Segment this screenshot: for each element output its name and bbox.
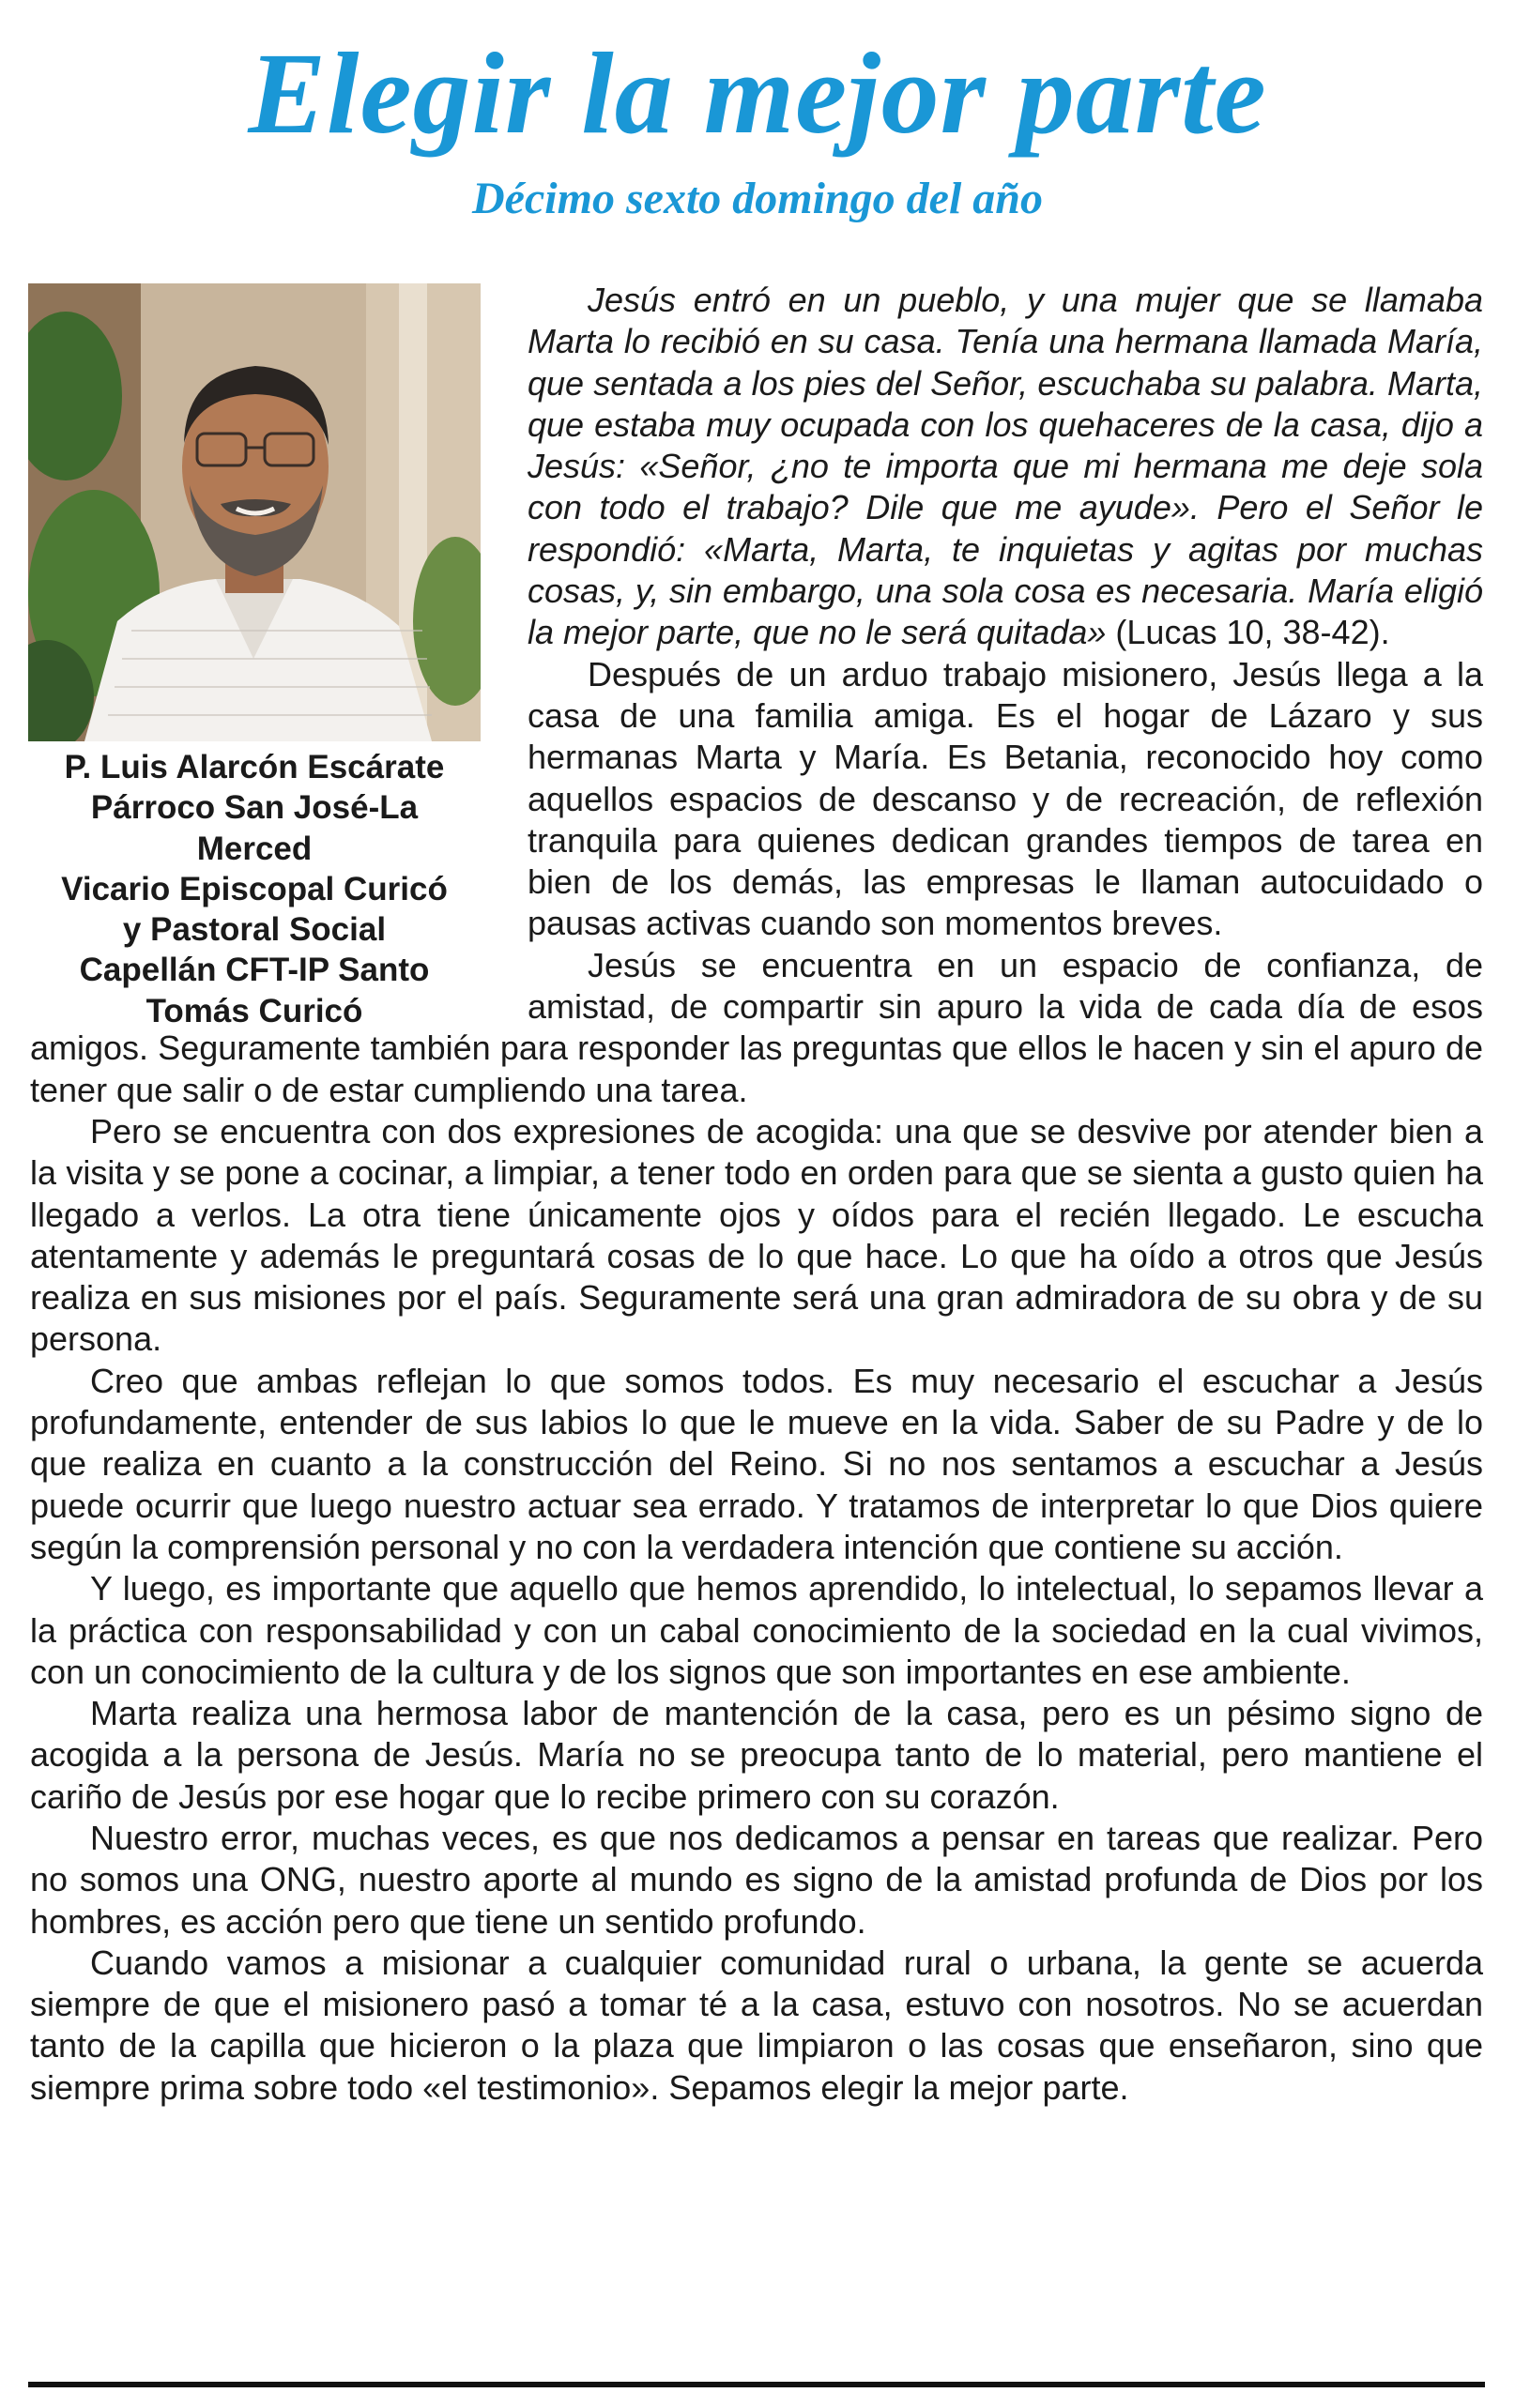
body-paragraph: Nuestro error, muchas veces, es que nos dedicamos a pensar en tareas que realizar. Pero no somos una ONG, nuestro aporte al mundo es signo de la amistad profunda de Dios por los hombres, es acción pero que tiene un sentido profundo.	[30, 1818, 1483, 1941]
caption-line: Merced	[196, 830, 313, 867]
caption-line: y Pastoral Social	[122, 911, 387, 949]
caption-line: Vicario Episcopal Curicó	[61, 870, 448, 907]
caption-line: P. Luis Alarcón Escárate	[64, 749, 445, 785]
gospel-reference: (Lucas 10, 38-42).	[1106, 613, 1390, 652]
caption-line: Tomás Curicó	[145, 992, 363, 1029]
body-paragraph: Cuando vamos a misionar a cualquier comunidad rural o urbana, la gente se acuerda siempre de que el misionero pasó a tomar té a la casa, estuvo con nosotros. No se acuerdan tanto de la capilla que hicieron o la plaza que limpiaron o las cosas que enseñaron, sino que siempre prima sobre todo «el testimonio». Sepamos elegir la mejor parte.	[30, 1943, 1483, 2107]
bottom-rule	[28, 2382, 1485, 2387]
article-body	[30, 280, 1483, 2109]
body-paragraph: Creo que ambas reflejan lo que somos todos. Es muy necesario el escuchar a Jesús profundamente, entender de sus labios lo que le mueve en la vida. Saber de su Padre y de lo que realiza en cuanto a la construcción del Reino. Si no nos sentamos a escuchar a Jesús puede ocurrir que luego nuestro actuar sea errado. Y tratamos de interpretar lo que Dios quiere según la comprensión personal y no con la verdadera intención que contiene su acción.	[30, 1361, 1483, 1566]
body-paragraph: Y luego, es importante que aquello que hemos aprendido, lo intelectual, lo sepamos llevar a la práctica con responsabilidad y con un cabal conocimiento de la sociedad en la cual vivimos, con un conocimiento de la cultura y de los signos que son importantes en ese ambiente.	[30, 1569, 1483, 1691]
body-paragraph: Jesús se encuentra en un espacio de confianza, de amistad, de compartir sin apuro la vida de cada día de esos amigos. Seguramente también para responder las preguntas que ellos le hacen y sin el apuro de tener que salir o de estar cumpliendo una tarea.	[30, 945, 1483, 1109]
body-paragraph: Después de un arduo trabajo misionero, Jesús llega a la casa de una familia amiga. Es el hogar de Lázaro y sus hermanas Marta y María. Es Betania, reconocido hoy como aquellos espacios de descanso y de recreación, de reflexión tranquila para quienes dedican grandes tiempos de tarea en bien de los demás, las empresas le llaman autocuidado o pausas activas cuando son momentos breves.	[528, 654, 1483, 943]
article-title: Elegir la mejor parte	[248, 29, 1267, 158]
photo-spacer	[30, 280, 528, 1021]
body-paragraph: Pero se encuentra con dos expresiones de acogida: una que se desvive por atender bien a la visita y se pone a cocinar, a limpiar, a tener todo en orden para que se sienta a gusto quien ha llegado a verlos. La otra tiene únicamente ojos y oídos para el recién llegado. Le escucha atentamente y además le preguntará cosas de lo que hace. Lo que ha oído a otros que Jesús realiza en sus misiones por el país. Seguramente será una gran admiradora de su obra y de su persona.	[30, 1111, 1483, 1359]
body-paragraph: Marta realiza una hermosa labor de mantención de la casa, pero es un pésimo signo de acogida a la persona de Jesús. María no se preocupa tanto de lo material, pero mantiene el cariño de Jesús por ese hogar que lo recibe primero con su corazón.	[30, 1694, 1483, 1816]
article-subtitle: Décimo sexto domingo del año	[472, 174, 1043, 223]
gospel-quote: Jesús entró en un pueblo, y una mujer que se llamaba Marta lo recibió en su casa. Tenía una hermana llamada María, que sentada a los pies del Señor, escuchaba su palabra. Marta, que estaba muy ocupada con los quehaceres de la casa, dijo a Jesús: «Señor, ¿no te importa que mi hermana me deje sola con todo el trabajo? Dile que me ayude». Pero el Señor le respondió: «Marta, Marta, te inquietas y agitas por muchas cosas, y, sin embargo, una sola cosa es necesaria. María eligió la mejor parte, que no le será quitada»	[528, 281, 1483, 652]
caption-line: Capellán CFT-IP Santo	[79, 952, 430, 989]
caption-line: Párroco San José-La	[90, 789, 419, 827]
